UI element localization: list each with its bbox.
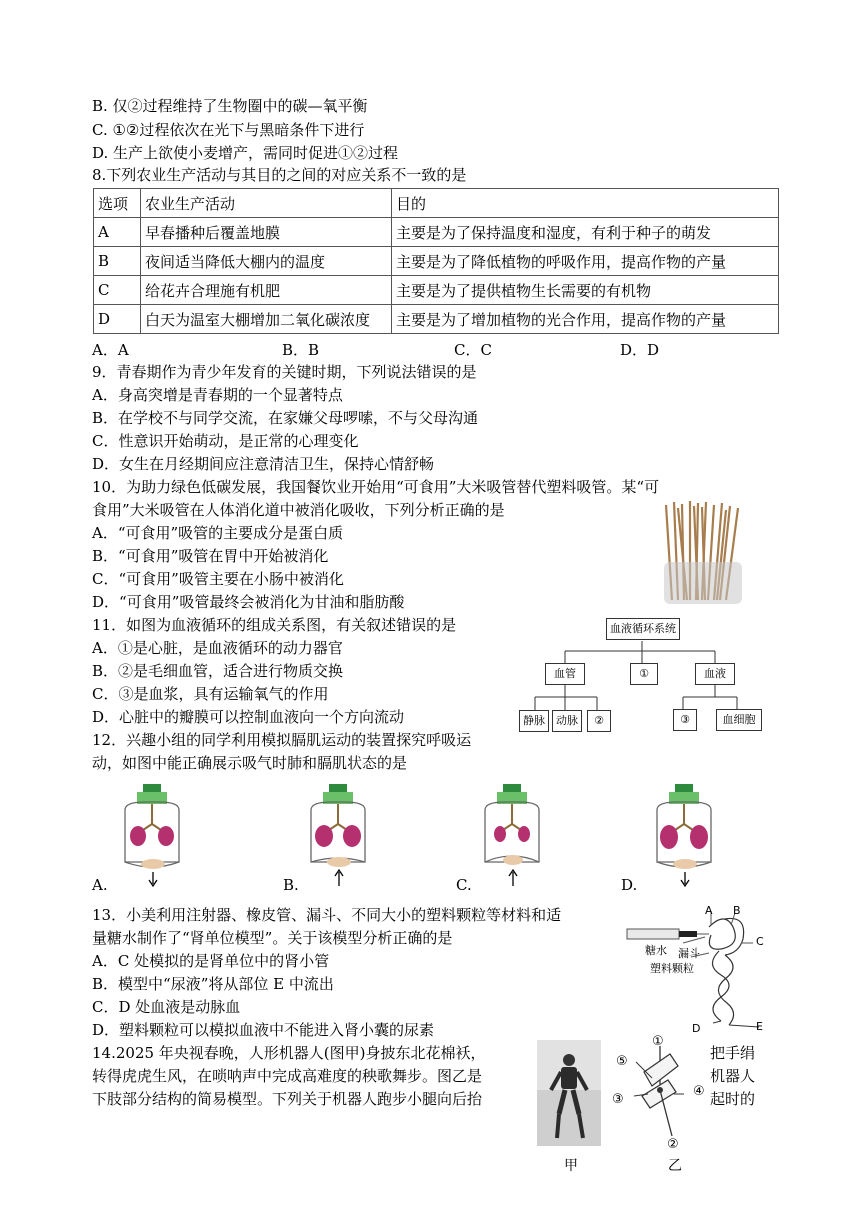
- robot-photo: [537, 1040, 601, 1146]
- q9-option-c: C．性意识开始萌动，是正常的心理变化: [92, 432, 359, 450]
- table-row: [94, 276, 779, 305]
- q11-option-b: B．②是毛细血管，适合进行物质交换: [92, 662, 344, 680]
- q8-answer-b: B．B: [282, 341, 320, 359]
- table-cell: D: [94, 305, 141, 334]
- diagram-blood: 血液: [695, 663, 735, 685]
- table-row: [94, 189, 779, 218]
- leg-num-3: ③: [612, 1092, 624, 1107]
- q14-line1: 14.2025 年央视春晚，人形机器人(图甲)身披东北花棉袄，: [92, 1044, 486, 1062]
- nephron-label-funnel: 漏斗: [678, 947, 700, 960]
- table-row: [94, 247, 779, 276]
- nephron-label-b: B: [733, 904, 741, 917]
- fig-jia-label: 甲: [564, 1158, 578, 1174]
- jar-d: [657, 784, 711, 886]
- diagram-root: 血液循环系统: [606, 618, 680, 640]
- table-header-cell: 选项: [94, 189, 141, 218]
- q13-option-b: B．模型中“尿液”将从部位 E 中流出: [92, 975, 334, 993]
- fig-yi-label: 乙: [668, 1158, 682, 1174]
- q11-option-d: D．心脏中的瓣膜可以控制血液向一个方向流动: [92, 708, 405, 726]
- q14-line1-end: 把手绢: [710, 1044, 756, 1062]
- rice-straw-photo: [660, 500, 748, 605]
- diagram-heart: ①: [630, 663, 658, 685]
- q12-stem-line1: 12．兴趣小组的同学利用模拟膈肌运动的装置探究呼吸运: [92, 731, 472, 749]
- q11-option-a: A．①是心脏，是血液循环的动力器官: [92, 639, 343, 657]
- q8-answer-a: A．A: [92, 341, 129, 359]
- table-cell: A: [94, 218, 141, 247]
- q10-option-a: A．“可食用”吸管的主要成分是蛋白质: [92, 524, 344, 542]
- table-cell: B: [94, 247, 141, 276]
- table-cell: 白天为温室大棚增加二氧化碳浓度: [141, 305, 392, 334]
- q7-option-b: B. 仅②过程维持了生物圈中的碳—氧平衡: [92, 97, 368, 115]
- q9-option-a: A．身高突增是青春期的一个显著特点: [92, 386, 343, 404]
- table-row: [94, 305, 779, 334]
- q12-stem-line2: 动，如图中能正确展示吸气时肺和膈肌状态的是: [92, 754, 408, 772]
- q10-option-b: B．“可食用”吸管在胃中开始被消化: [92, 547, 329, 565]
- q11-stem: 11．如图为血液循环的组成关系图，有关叙述错误的是: [92, 616, 457, 634]
- leg-num-5: ⑤: [616, 1054, 628, 1069]
- q9-option-d: D．女生在月经期间应注意清洁卫生，保持心情舒畅: [92, 455, 435, 473]
- q14-line2: 转得虎虎生风，在唢呐声中完成高难度的秧歌舞步。图乙是: [92, 1067, 483, 1085]
- nephron-label-c: C: [756, 935, 764, 948]
- table-cell: C: [94, 276, 141, 305]
- q14-line3: 下肢部分结构的简易模型。下列关于机器人跑步小腿向后抬: [92, 1090, 483, 1108]
- table-row: [94, 218, 779, 247]
- diagram-vein: 静脉: [519, 710, 549, 732]
- nephron-label-a: A: [705, 904, 713, 917]
- jar-c: [485, 784, 539, 886]
- q10-option-c: C．“可食用”吸管主要在小肠中被消化: [92, 570, 344, 588]
- q10-option-d: D．“可食用”吸管最终会被消化为甘油和脂肪酸: [92, 593, 405, 611]
- q13-stem-line1: 13．小美利用注射器、橡皮管、漏斗、不同大小的塑料颗粒等材料和适: [92, 906, 562, 924]
- table-cell: 主要是为了保持温度和湿度，有利于种子的萌发: [392, 218, 779, 247]
- nephron-label-e: E: [756, 1020, 763, 1033]
- q13-option-d: D．塑料颗粒可以模拟血液中不能进入肾小囊的尿素: [92, 1021, 435, 1039]
- q8-answer-d: D．D: [620, 341, 660, 359]
- table-cell: 主要是为了降低植物的呼吸作用，提高作物的产量: [392, 247, 779, 276]
- q7-option-c: C. ①②过程依次在光下与黑暗条件下进行: [92, 121, 365, 139]
- bell-jar-models: [115, 780, 735, 890]
- nephron-label-sugar: 糖水: [645, 944, 667, 957]
- q10-stem-line2: 食用”大米吸管在人体消化道中被消化吸收，下列分析正确的是: [92, 501, 505, 519]
- nephron-label-particles: 塑料颗粒: [650, 962, 694, 975]
- q8-answer-c: C．C: [454, 341, 492, 359]
- q13-stem-line2: 量糖水制作了“肾单位模型”。关于该模型分析正确的是: [92, 929, 453, 947]
- leg-num-2: ②: [667, 1137, 679, 1152]
- table-header-cell: 农业生产活动: [141, 189, 392, 218]
- q9-option-b: B．在学校不与同学交流，在家嫌父母啰嗦，不与父母沟通: [92, 409, 479, 427]
- diagram-blood-cells: 血细胞: [716, 709, 762, 731]
- leg-num-4: ④: [693, 1084, 705, 1099]
- q12-label-c: C.: [456, 876, 472, 894]
- q7-option-d: D. 生产上欲使小麦增产，需同时促进①②过程: [92, 144, 399, 162]
- table-cell: 主要是为了增加植物的光合作用，提高作物的产量: [392, 305, 779, 334]
- q11-option-c: C．③是血浆，具有运输氧气的作用: [92, 685, 329, 703]
- q10-stem-line1: 10．为助力绿色低碳发展，我国餐饮业开始用“可食用”大米吸管替代塑料吸管。某“可: [92, 478, 660, 496]
- q14-line3-end: 起时的: [710, 1090, 756, 1108]
- q12-label-a: A.: [92, 876, 108, 894]
- q8-table: [93, 188, 779, 334]
- diagram-artery: 动脉: [552, 710, 582, 732]
- nephron-model-figure: [625, 905, 775, 1035]
- jar-b: [311, 784, 365, 886]
- q13-option-c: C．D 处血液是动脉血: [92, 998, 241, 1016]
- nephron-label-d: D: [692, 1022, 701, 1035]
- table-header-cell: 目的: [392, 189, 779, 218]
- diagram-plasma: ③: [673, 709, 697, 731]
- q13-option-a: A．C 处模拟的是肾单位中的肾小管: [92, 952, 330, 970]
- table-cell: 早春播种后覆盖地膜: [141, 218, 392, 247]
- table-cell: 主要是为了提供植物生长需要的有机物: [392, 276, 779, 305]
- q12-label-d: D.: [621, 876, 638, 894]
- table-cell: 给花卉合理施有机肥: [141, 276, 392, 305]
- diagram-capillary: ②: [587, 710, 611, 732]
- q12-label-b: B.: [283, 876, 299, 894]
- q9-stem: 9．青春期作为青少年发育的关键时期，下列说法错误的是: [92, 363, 477, 381]
- q14-line2-end: 机器人: [710, 1067, 756, 1085]
- diagram-vessel: 血管: [545, 663, 585, 685]
- table-cell: 夜间适当降低大棚内的温度: [141, 247, 392, 276]
- leg-num-1: ①: [652, 1034, 664, 1049]
- jar-a: [125, 784, 179, 886]
- q8-stem: 8.下列农业生产活动与其目的之间的对应关系不一致的是: [92, 166, 467, 184]
